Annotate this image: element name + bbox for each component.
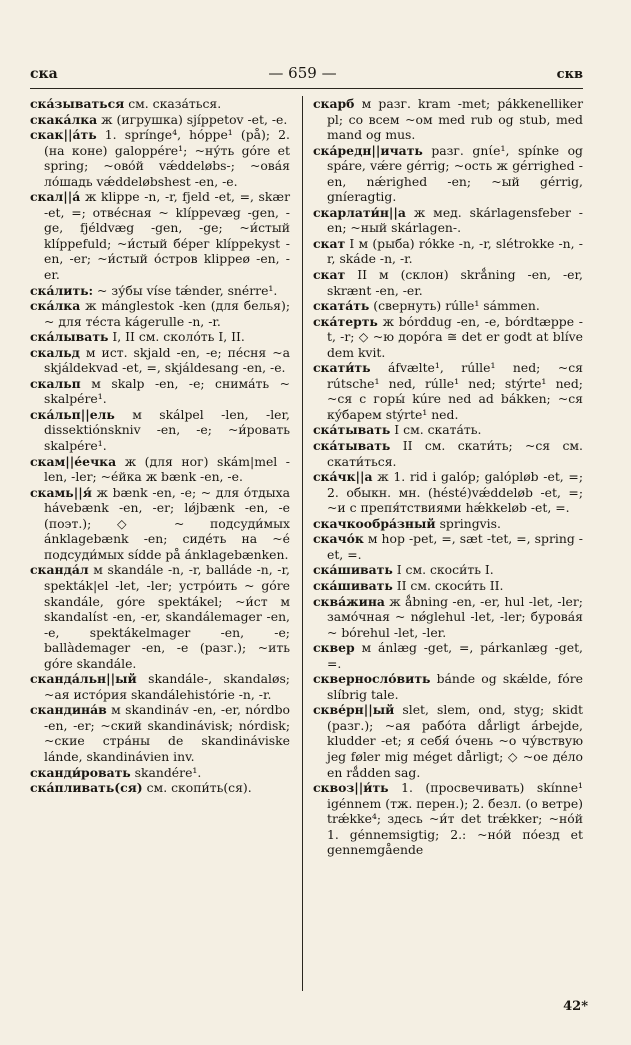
left-column bbox=[30, 96, 290, 796]
column-divider bbox=[302, 96, 303, 991]
entry-definition: ~ зу́бы víse tǽnder, snérre¹. bbox=[93, 282, 278, 298]
entry-headword: скарб bbox=[313, 96, 355, 111]
dictionary-entry bbox=[30, 96, 290, 112]
entry-definition: ж ǻbning -en, -er, hul -let, -ler; замо́чная ~ nǿglehul -let, -ler; бурова́я ~ bórehul -let, -ler. bbox=[327, 593, 583, 640]
entry-definition: м разг. kram -met; pákkenelliker pl; co всем ~ом med rub og stub, med mand og mus. bbox=[327, 96, 583, 143]
dictionary-entry bbox=[30, 765, 290, 781]
entry-definition: ж bórddug -en, -e, bórdtæppe -t, -r; ◇ ~ю доро́га ≅ det er godt at blíve dem kvit. bbox=[327, 313, 583, 360]
entry-headword: ската́ть bbox=[313, 298, 370, 314]
entry-definition: ж мед. skárlagensfeber -en; ~ный skárlagen-. bbox=[327, 204, 583, 236]
dictionary-entry bbox=[313, 314, 583, 361]
entry-headword: ска́зываться bbox=[30, 96, 125, 111]
entry-headword: сквер bbox=[313, 640, 355, 656]
dictionary-entry bbox=[313, 531, 583, 562]
header-left-guide-word: ска bbox=[30, 66, 58, 82]
entry-definition: II см. скоси́ть II. bbox=[392, 577, 504, 593]
dictionary-entry bbox=[313, 516, 583, 532]
entry-headword: ска́шивать bbox=[313, 577, 393, 593]
dictionary-entry bbox=[30, 671, 290, 702]
entry-definition: ж (для ног) skám|mel -len, -ler; ~е́йка ж bænk -en, -e. bbox=[44, 453, 290, 485]
entry-definition: (свернуть) rúlle¹ sámmen. bbox=[369, 298, 540, 314]
entry-definition: I см. ската́ть. bbox=[390, 422, 482, 438]
dictionary-entry bbox=[313, 205, 583, 236]
entry-definition: ж mánglestok -ken (для белья); ~ для те́ста kágerulle -n, -r. bbox=[44, 298, 290, 329]
entry-headword: скам||е́ечка bbox=[30, 453, 117, 469]
dictionary-entry bbox=[30, 485, 290, 563]
entry-definition: II м (склон) skrǻning -en, -er, skrænt -en, -er. bbox=[327, 267, 583, 298]
entry-headword: ска́лывать bbox=[30, 329, 109, 345]
dictionary-entry bbox=[30, 562, 290, 671]
right-column bbox=[313, 96, 583, 858]
entry-headword: ска́чк||а bbox=[313, 469, 373, 485]
dictionary-entry bbox=[313, 422, 583, 438]
entry-definition: springvis. bbox=[435, 515, 501, 531]
entry-headword: скальп bbox=[30, 375, 81, 391]
entry-headword: ска́тывать bbox=[313, 438, 391, 454]
entry-headword: ска́шивать bbox=[313, 562, 393, 578]
entry-definition: I м (рыба) rókke -n, -r, slétrokke -n, -r, skáde -n, -r. bbox=[327, 235, 583, 267]
dictionary-entry bbox=[30, 127, 290, 189]
entry-headword: ска́лить: bbox=[30, 282, 94, 298]
entry-headword: ска́тывать bbox=[313, 422, 391, 438]
entry-headword: скати́ть bbox=[313, 360, 371, 376]
dictionary-entry bbox=[313, 594, 583, 641]
entry-definition: м skandále -n, -r, balláde -n, -r, spekták|el -let, -ler; устро́ить ~ góre skandále, góre spektákel; ~и́ст м skandalíst -en, -er, skandálemager -en, -e, spektákelmager -en, -e; ballàdemager -en, -e (разг.); ~ить góre skandále. bbox=[44, 562, 290, 671]
dictionary-entry bbox=[313, 298, 583, 314]
dictionary-entry bbox=[30, 702, 290, 764]
entry-headword: скарлати́н||а bbox=[313, 204, 406, 220]
entry-headword: сканди́ровать bbox=[30, 764, 131, 780]
dictionary-entry bbox=[313, 562, 583, 578]
entry-definition: 1. sprínge⁴, hóppe¹ (på); 2. (на коне) galoppére¹; ~ну́ть góre et spring; ~ово́й vǽddeløbs-; ~ова́я ло́шадь vǽddeløbshest -en, -e. bbox=[44, 127, 290, 189]
dictionary-entry bbox=[30, 283, 290, 299]
entry-headword: скандина́в bbox=[30, 702, 107, 718]
entry-definition: ж (игрушка) sjíppetov -et, -e. bbox=[97, 111, 288, 127]
entry-definition: м skandináv -en, -er, nórdbo -en, -er; ~ский skandinávisk; nórdisk; ~ские стра́ны de skandináviske lánde, skandinávien inv. bbox=[44, 702, 290, 764]
dictionary-entry bbox=[313, 640, 583, 671]
dictionary-entry bbox=[313, 578, 583, 594]
page-number: — 659 — bbox=[268, 64, 337, 82]
entry-definition: ж 1. rid i galóp; galópløb -et, =; 2. обыкн. мн. (hésté)vǽddeløb -et, =; ~и с препя́тствиями hǽkkeløb -et, =. bbox=[327, 469, 583, 516]
entry-headword: скамь||я́ bbox=[30, 484, 92, 500]
entry-definition: ж klippe -n, -r, fjeld -et, =, skær -et, =; отве́сная ~ klíppevæg -gen, -ge, fjéldvæg -gen, -ge; ~и́стый klíppefuld; ~и́стый бе́рег klíppekyst -en, -er; ~и́стый о́стров klippeø -en, -er. bbox=[44, 189, 290, 283]
entry-definition: I см. скоси́ть I. bbox=[392, 562, 494, 578]
entry-headword: скал||а́ bbox=[30, 189, 81, 205]
entry-headword: скальд bbox=[30, 344, 80, 360]
entry-headword: скак||а́ть bbox=[30, 127, 97, 143]
entry-headword: скачо́к bbox=[313, 531, 364, 547]
dictionary-entry bbox=[313, 702, 583, 780]
entry-headword: ска́пливать(ся) bbox=[30, 780, 143, 796]
entry-headword: сквоз||и́ть bbox=[313, 780, 389, 796]
entry-definition: bánde og skǽlde, fóre slíbrig tale. bbox=[327, 671, 583, 702]
entry-headword: скве́рн||ый bbox=[313, 702, 395, 718]
entry-definition: skandále-, skandaløs; ~ая исто́рия skandálehistórie -n, -r. bbox=[44, 671, 290, 702]
entry-definition: áfvælte¹, rúlle¹ ned; ~ся rútsche¹ ned, rúlle¹ ned; stýrte¹ ned; ~ся с горы́ kúre ned ad bákken; ~ся ку́барем stýrte¹ ned. bbox=[327, 360, 583, 422]
entry-headword: сканда́льн||ый bbox=[30, 671, 137, 687]
dictionary-entry bbox=[30, 189, 290, 282]
dictionary-entry bbox=[30, 407, 290, 454]
entry-definition: см. скопи́ть(ся). bbox=[142, 780, 252, 796]
dictionary-entry bbox=[313, 671, 583, 702]
dictionary-entry bbox=[30, 454, 290, 485]
entry-definition: м hop -pet, =, sæt -tet, =, spring -et, =. bbox=[327, 531, 583, 562]
dictionary-entry bbox=[30, 298, 290, 329]
entry-definition: I, II см. сколо́ть I, II. bbox=[108, 329, 245, 345]
dictionary-entry bbox=[313, 360, 583, 422]
entry-definition: м skálpel -len, -ler, dissektiónskniv -en, -e; ~и́ровать skalpére¹. bbox=[44, 406, 290, 454]
entry-headword: скат bbox=[313, 267, 346, 283]
entry-definition: slet, slem, ond, styg; skidt (разг.); ~ая рабо́та dǻrligt árbejde, kludder -et; я себя́ о́чень ~о чу́вствую jeg føler mig méget dårligt; ◇ ~ое де́ло en rǻdden sag. bbox=[327, 702, 583, 780]
dictionary-entry bbox=[30, 345, 290, 376]
entry-definition: II см. скати́ть; ~ся см. скати́ться. bbox=[327, 438, 583, 469]
entry-headword: сквернoсло́вить bbox=[313, 671, 431, 687]
dictionary-entry bbox=[313, 469, 583, 516]
header-rule bbox=[30, 88, 583, 89]
entry-headword: скака́лка bbox=[30, 111, 98, 127]
entry-headword: ска́терть bbox=[313, 313, 378, 329]
dictionary-entry bbox=[313, 438, 583, 469]
entry-definition: см. сказа́ться. bbox=[124, 96, 222, 111]
entry-definition: skandére¹. bbox=[130, 764, 202, 780]
entry-headword: сква́жина bbox=[313, 593, 385, 609]
entry-definition: 1. (просвечивать) skínne¹ igénnem (тж. перен.); 2. безл. (о ветре) trǽkke⁴; здесь ~и́т det trǽkker; ~но́й 1. génnemsigtig; 2.: ~но́й по́езд et gennemgående bbox=[327, 780, 583, 858]
dictionary-entry bbox=[30, 376, 290, 407]
entry-definition: разг. gnίe¹, spínke og spáre, vǽre gérrig; ~ость ж gérrighed -en, nǽrighed -en; ~ый gérrig, gníeragtig. bbox=[327, 142, 583, 205]
entry-headword: ска́лка bbox=[30, 298, 81, 314]
signature-mark: 42* bbox=[563, 999, 588, 1014]
dictionary-entry bbox=[30, 780, 290, 796]
dictionary-entry bbox=[30, 329, 290, 345]
entry-headword: ска́редн||ичать bbox=[313, 142, 423, 158]
dictionary-entry bbox=[313, 143, 583, 205]
dictionary-entry bbox=[313, 236, 583, 267]
entry-definition: ж bænk -en, -e; ~ для о́тдыха hávebænk -en, -er; lǿjbænk -en, -e (поэт.); ◇ ~ подсуди́мых ánklagebænk -en; сиде́ть на ~е́ подсуди́мых sídde på ánklagebænken. bbox=[44, 484, 290, 562]
dictionary-page bbox=[30, 62, 588, 1014]
dictionary-entry bbox=[313, 96, 583, 143]
running-header bbox=[30, 62, 583, 84]
entry-headword: сканда́л bbox=[30, 562, 89, 578]
dictionary-entry bbox=[30, 112, 290, 128]
entry-definition: м ист. skjald -en, -e; пе́сня ~а skjáldekvad -et, =, skjáldesang -en, -e. bbox=[44, 344, 290, 376]
entry-headword: скачкообра́зный bbox=[313, 515, 436, 531]
entry-definition: м skalp -en, -e; снима́ть ~ skalpére¹. bbox=[44, 375, 290, 407]
dictionary-entry bbox=[313, 780, 583, 858]
entry-headword: ска́льп||ель bbox=[30, 406, 115, 422]
dictionary-entry bbox=[313, 267, 583, 298]
header-right-guide-word: скв bbox=[556, 67, 583, 82]
entry-headword: скат bbox=[313, 235, 346, 251]
entry-definition: м ánlæg -get, =, párkanlæg -get, =. bbox=[327, 640, 583, 671]
